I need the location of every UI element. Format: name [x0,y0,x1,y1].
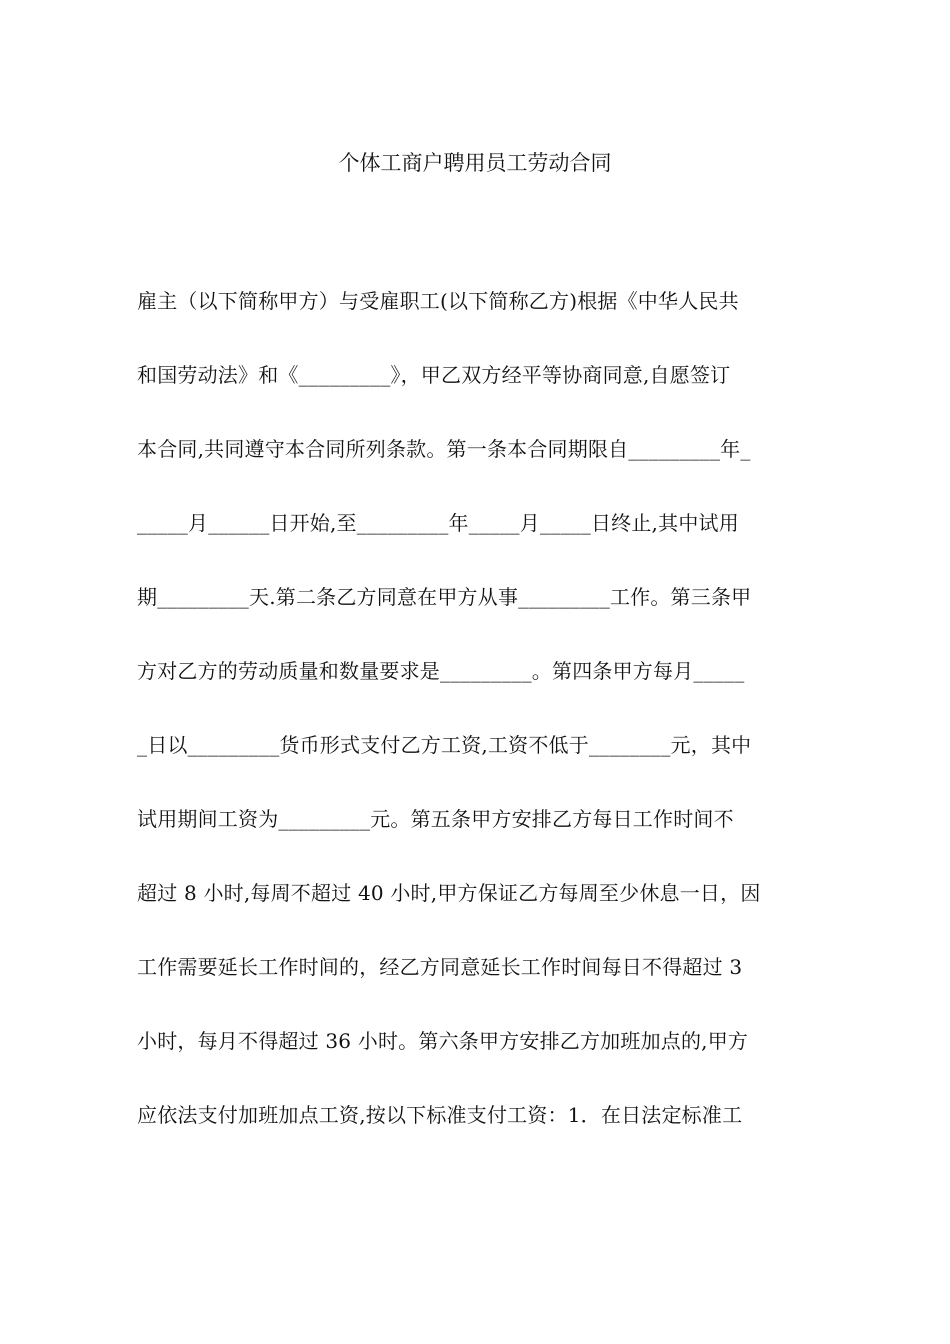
body-line: 小时，每月不得超过 36 小时。第六条甲方安排乙方加班加点的,甲方 [137,1029,749,1053]
document-title: 个体工商户聘用员工劳动合同 [338,151,612,175]
body-line: _日以_________货币形式支付乙方工资,工资不低于________元，其中 [137,733,752,757]
body-line: 应依法支付加班加点工资,按以下标准支付工资：1．在日法定标准工 [137,1103,743,1127]
body-line: 试用期间工资为_________元。第五条甲方安排乙方每日工作时间不 [137,807,734,831]
body-line: 方对乙方的劳动质量和数量要求是_________。第四条甲方每月_____ [137,659,745,683]
body-line: 雇主（以下简称甲方）与受雇职工(以下简称乙方)根据《中华人民共 [137,289,739,313]
body-line: 本合同,共同遵守本合同所列条款。第一条本合同期限自_________年_ [137,437,751,461]
body-line: _____月______日开始,至_________年_____月_____日终止,其中试用 [137,511,739,535]
body-line: 工作需要延长工作时间的，经乙方同意延长工作时间每日不得超过 3 [137,955,743,979]
body-line: 期_________天.第二条乙方同意在甲方从事_________工作。第三条甲 [137,585,752,609]
body-line: 超过 8 小时,每周不超过 40 小时,甲方保证乙方每周至少休息一日，因 [137,881,761,905]
body-line: 和国劳动法》和《_________》，甲乙双方经平等协商同意,自愿签订 [137,363,731,387]
